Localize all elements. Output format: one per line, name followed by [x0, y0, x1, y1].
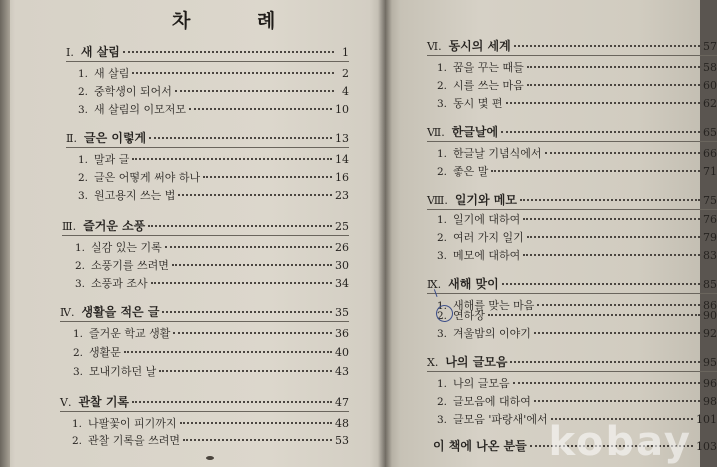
toc-chapter [62, 218, 349, 234]
divider [427, 209, 717, 210]
toc-item [73, 364, 349, 380]
page-number: 65 [703, 126, 717, 139]
item-number: 2. [437, 232, 448, 244]
page-number: 79 [703, 231, 717, 244]
chapter-number: Ⅶ. [427, 126, 445, 139]
item-title: 나의 글모음 [453, 377, 510, 390]
item-number: 2. [72, 435, 83, 447]
toc-item [78, 170, 349, 186]
page-number: 75 [703, 194, 717, 207]
chapter-title: 생활을 적은 글 [81, 305, 160, 319]
page-number: 98 [703, 395, 717, 408]
item-number: 3. [437, 250, 448, 262]
leader-dots [545, 152, 700, 154]
page-number: 40 [335, 346, 349, 359]
item-number: 2. [75, 260, 86, 272]
leader-dots [530, 445, 693, 447]
leader-dots [132, 158, 332, 160]
chapter-number: Ⅸ. [427, 278, 442, 291]
toc-item [437, 326, 717, 342]
item-title: 새 살림 [94, 67, 130, 80]
page-number: 26 [335, 241, 349, 254]
leader-dots [527, 66, 700, 68]
leader-dots [520, 199, 700, 201]
item-title: 말과 글 [94, 153, 130, 166]
chapter-number: Ⅳ. [60, 306, 75, 319]
leader-dots [510, 361, 700, 363]
page-number: 95 [703, 356, 717, 369]
leader-dots [527, 236, 700, 238]
item-number: 2. [437, 166, 448, 178]
item-title: 중학생이 되어서 [94, 85, 172, 98]
chapter-title: 글은 이렇게 [83, 131, 147, 145]
page-number: 10 [335, 103, 349, 116]
leader-dots [534, 332, 700, 334]
page-number: 25 [335, 220, 349, 233]
toc-chapter [427, 38, 717, 54]
chapter-number: Ⅴ. [60, 396, 72, 409]
ink-smudge [206, 456, 214, 460]
right-page [385, 0, 717, 467]
page-number: 4 [342, 85, 349, 98]
item-number: 2. [78, 86, 89, 98]
page-number: 23 [335, 189, 349, 202]
toc-item [437, 212, 717, 228]
leader-dots [172, 264, 332, 266]
toc-chapter [427, 276, 717, 292]
item-number: 1. [437, 214, 448, 226]
item-number: 1. [73, 328, 84, 340]
leader-dots [514, 45, 700, 47]
toc-chapter [427, 354, 717, 370]
page-number: 71 [703, 165, 717, 178]
page-number: 86 [703, 299, 717, 312]
item-number: 1. [437, 62, 448, 74]
leader-dots [148, 225, 332, 227]
toc-item [437, 146, 717, 162]
page-number: 62 [703, 97, 717, 110]
leader-dots [149, 137, 332, 139]
divider [427, 141, 717, 142]
page-number: 35 [335, 306, 349, 319]
item-title: 메모에 대하여 [453, 249, 521, 262]
leader-dots [132, 401, 332, 403]
chapter-title: 한글날에 [451, 125, 499, 139]
toc-item [78, 84, 349, 100]
leader-dots [534, 400, 700, 402]
chapter-number: Ⅰ. [66, 46, 74, 59]
chapter-title: 동시의 세계 [448, 39, 511, 53]
book-spine [378, 0, 392, 467]
leader-dots [183, 439, 332, 441]
item-number: 1. [437, 148, 448, 160]
item-number: 3. [78, 104, 89, 116]
leader-dots [165, 246, 332, 248]
leader-dots [162, 311, 332, 313]
page-number: 16 [335, 171, 349, 184]
page-number: 60 [703, 79, 717, 92]
leader-dots [491, 170, 700, 172]
item-number: 1. [78, 154, 89, 166]
page-number: 90 [703, 309, 717, 322]
page-number: 58 [703, 61, 717, 74]
item-title: 소풍과 조사 [91, 277, 148, 290]
toc-chapter [433, 438, 717, 454]
divider [427, 55, 717, 56]
item-number: 3. [437, 98, 448, 110]
toc-item [437, 96, 717, 112]
item-title: 모내기하던 날 [89, 365, 157, 378]
toc-chapter [427, 192, 717, 208]
leader-dots [175, 90, 334, 92]
chapter-title: 새해 맞이 [448, 277, 499, 291]
leader-dots [124, 351, 332, 353]
toc-item [437, 230, 717, 246]
leader-dots [180, 422, 332, 424]
page-number: 48 [335, 417, 349, 430]
page-number: 101 [696, 413, 717, 426]
toc-item [437, 78, 717, 94]
page-number: 14 [335, 153, 349, 166]
page-number: 34 [335, 277, 349, 290]
divider [66, 61, 349, 62]
toc-item [73, 345, 349, 361]
item-title: 일기에 대하여 [453, 213, 521, 226]
page-edge [0, 0, 10, 467]
toc-chapter [60, 304, 349, 320]
leader-dots [488, 314, 700, 316]
item-number: 2. [437, 396, 448, 408]
toc-item [437, 60, 717, 76]
item-title: 글모음에 대하여 [453, 395, 531, 408]
item-title: 여러 가지 일기 [453, 231, 524, 244]
leader-dots [523, 218, 700, 220]
leader-dots [551, 418, 693, 420]
item-title: 글모음 '파랑새'에서 [453, 413, 548, 426]
item-title: 원고용지 쓰는 법 [94, 189, 176, 202]
leader-dots [537, 304, 700, 306]
item-number: 2. [437, 80, 448, 92]
toc-item [437, 394, 717, 410]
toc-item [75, 258, 349, 274]
item-title: 나팔꽃이 피기까지 [88, 417, 177, 430]
leader-dots [151, 282, 332, 284]
divider [427, 371, 717, 372]
divider [427, 293, 717, 294]
item-number: 2. [78, 172, 89, 184]
item-title: 생활문 [89, 346, 121, 359]
toc-item [72, 433, 349, 449]
toc-item [75, 276, 349, 292]
item-title: 글은 어떻게 써야 하나 [94, 171, 201, 184]
page-number: 96 [703, 377, 717, 390]
chapter-number: Ⅱ. [66, 132, 77, 145]
page-number: 57 [703, 40, 717, 53]
leader-dots [173, 332, 332, 334]
leader-dots [523, 254, 700, 256]
toc-item [73, 326, 349, 342]
chapter-title: 즐거운 소풍 [83, 219, 146, 233]
item-number: 3. [73, 366, 84, 378]
page-number: 103 [696, 440, 717, 453]
toc-item [437, 164, 717, 180]
toc-item [78, 66, 349, 82]
item-title: 즐거운 학교 생활 [89, 327, 171, 340]
item-title: 관찰 기록을 쓰려면 [88, 434, 181, 447]
item-title: 새해를 맞는 마음 [453, 299, 535, 312]
toc-item [437, 308, 717, 324]
leader-dots [506, 102, 700, 104]
page-number: 85 [703, 278, 717, 291]
chapter-title: 관찰 기록 [78, 395, 129, 409]
page-number: 53 [335, 434, 349, 447]
leader-dots [123, 51, 334, 53]
leader-dots [513, 382, 700, 384]
item-title: 겨울밤의 이야기 [453, 327, 531, 340]
toc-item [437, 376, 717, 392]
page-number: 47 [335, 396, 349, 409]
divider [66, 147, 349, 148]
leader-dots [159, 370, 332, 372]
toc-chapter [66, 130, 349, 146]
leader-dots [132, 72, 334, 74]
item-title: 동시 몇 편 [453, 97, 503, 110]
leader-dots [501, 131, 700, 133]
chapter-title: 이 책에 나온 분들 [433, 439, 527, 453]
chapter-title: 일기와 메모 [454, 193, 517, 207]
page-number: 76 [703, 213, 717, 226]
page-number: 1 [342, 46, 349, 59]
divider [60, 411, 349, 412]
item-title: 연하장 [453, 309, 485, 322]
toc-item [72, 416, 349, 432]
item-number: 1. [75, 242, 86, 254]
item-number: 2. [437, 310, 448, 322]
item-title: 실감 있는 기록 [91, 241, 162, 254]
toc-item [78, 102, 349, 118]
item-number: 3. [437, 414, 448, 426]
page-number: 36 [335, 327, 349, 340]
page-number: 92 [703, 327, 717, 340]
toc-item [75, 240, 349, 256]
toc-chapter [66, 44, 349, 60]
item-number: 3. [75, 278, 86, 290]
leader-dots [178, 194, 332, 196]
chapter-title: 나의 글모음 [445, 355, 508, 369]
leader-dots [502, 283, 700, 285]
leader-dots [203, 176, 332, 178]
item-number: 1. [437, 300, 448, 312]
toc-chapter [60, 394, 349, 410]
divider [60, 321, 349, 322]
item-title: 꿈을 꾸는 때들 [453, 61, 524, 74]
item-number: 3. [78, 190, 89, 202]
item-number: 1. [437, 378, 448, 390]
item-number: 1. [72, 418, 83, 430]
divider [62, 235, 349, 236]
toc-item [437, 412, 717, 428]
item-title: 한글날 기념식에서 [453, 147, 542, 160]
chapter-number: Ⅷ. [427, 194, 448, 207]
item-number: 1. [78, 68, 89, 80]
toc-item [437, 248, 717, 264]
page-number: 66 [703, 147, 717, 160]
page-number: 13 [335, 132, 349, 145]
toc-item [78, 152, 349, 168]
leader-dots [189, 108, 332, 110]
chapter-number: Ⅹ. [427, 356, 439, 369]
page-number: 43 [335, 365, 349, 378]
leader-dots [527, 84, 700, 86]
chapter-number: Ⅲ. [62, 220, 77, 233]
chapter-title: 새 살림 [80, 45, 120, 59]
page-title: 차 례 [172, 10, 306, 32]
item-title: 새 살림의 이모저모 [94, 103, 187, 116]
item-number: 2. [73, 347, 84, 359]
toc-chapter [427, 124, 717, 140]
page-number: 30 [335, 259, 349, 272]
watermark: kobay [548, 419, 692, 465]
page-number: 2 [342, 67, 349, 80]
item-title: 시를 쓰는 마음 [453, 79, 524, 92]
toc-item [78, 188, 349, 204]
item-title: 좋은 말 [453, 165, 489, 178]
chapter-number: Ⅵ. [427, 40, 442, 53]
page-number: 83 [703, 249, 717, 262]
item-title: 소풍기를 쓰려면 [91, 259, 169, 272]
item-number: 3. [437, 328, 448, 340]
